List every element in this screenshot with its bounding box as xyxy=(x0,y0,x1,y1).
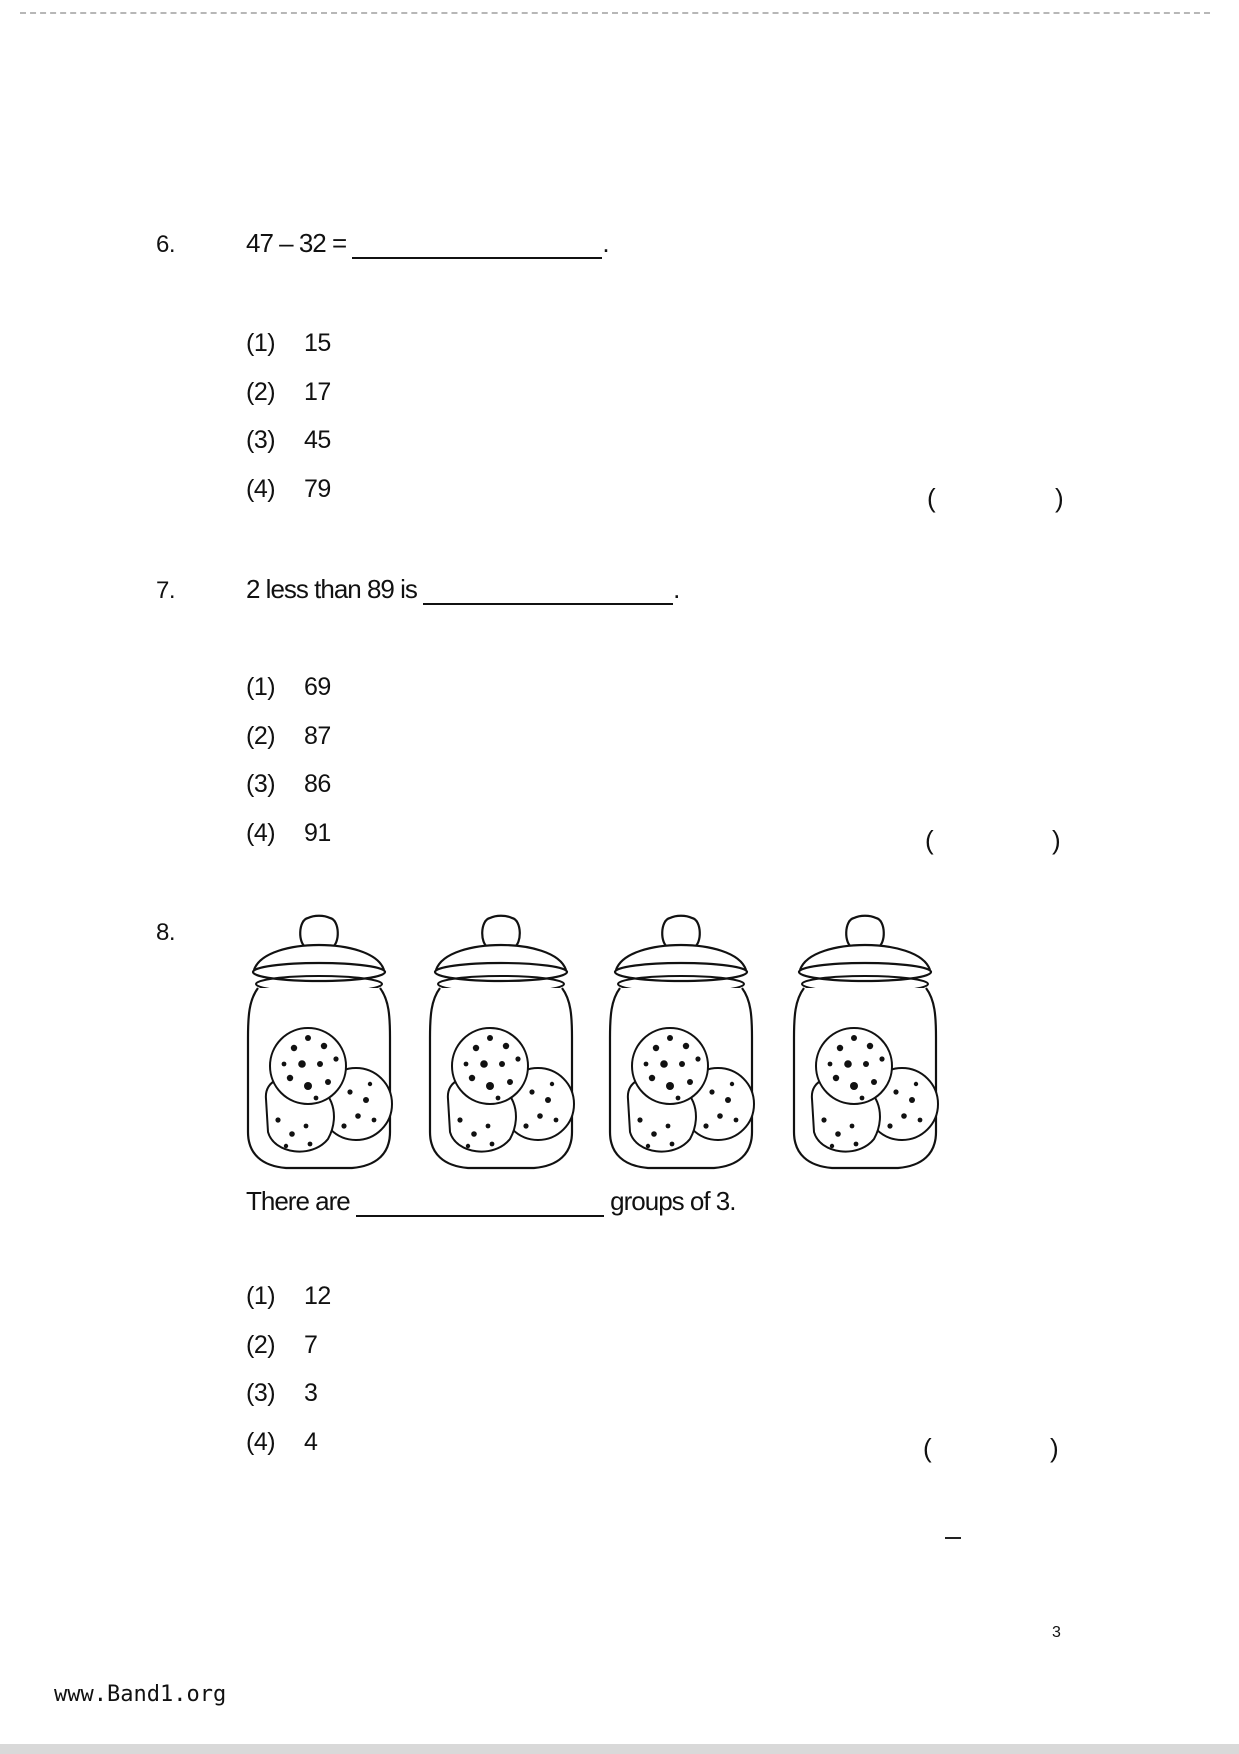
option-label: (4) xyxy=(246,1427,276,1456)
answer-bracket-close: ) xyxy=(1052,825,1061,855)
cookie-jar xyxy=(248,916,392,1168)
option-label: (4) xyxy=(246,474,276,503)
option-3[interactable] xyxy=(246,770,331,819)
answer-bracket-open: ( xyxy=(923,1433,932,1463)
option-value: 12 xyxy=(304,1282,331,1310)
answer-bracket-open: ( xyxy=(925,825,934,855)
option-value: 69 xyxy=(304,673,331,701)
option-label: (4) xyxy=(246,818,276,847)
stray-mark xyxy=(945,1537,961,1539)
stem-end: . xyxy=(673,574,680,604)
option-1[interactable] xyxy=(246,329,331,378)
option-2[interactable] xyxy=(246,1331,331,1380)
stem-text: There are xyxy=(246,1186,356,1216)
option-value: 17 xyxy=(304,377,331,406)
cookie-jar xyxy=(794,916,938,1168)
option-3[interactable] xyxy=(246,426,331,475)
cookie-jars-illustration xyxy=(246,914,966,1176)
option-3[interactable] xyxy=(246,1379,331,1428)
answer-bracket-close: ) xyxy=(1055,483,1064,513)
answer-bracket-close: ) xyxy=(1050,1433,1059,1463)
option-1[interactable] xyxy=(246,1282,331,1331)
scan-edge-shadow xyxy=(0,1744,1239,1754)
option-label: (1) xyxy=(246,329,276,357)
option-label: (3) xyxy=(246,426,276,454)
scan-edge-line xyxy=(20,12,1210,14)
answer-blank xyxy=(423,581,673,605)
options-list xyxy=(246,673,331,867)
stem-end: . xyxy=(602,228,609,258)
page-number: 3 xyxy=(1052,1624,1061,1641)
option-4[interactable] xyxy=(246,475,331,524)
option-label: (1) xyxy=(246,1282,276,1310)
option-label: (1) xyxy=(246,673,276,701)
question-number: 7. xyxy=(156,577,176,604)
answer-bracket-open: ( xyxy=(927,483,936,513)
option-label: (2) xyxy=(246,721,276,750)
answer-blank xyxy=(352,235,602,259)
answer-blank xyxy=(356,1193,604,1217)
footer-url: www.Band1.org xyxy=(54,1682,227,1707)
stem-text: 2 less than 89 is xyxy=(246,574,424,604)
cookie-jar xyxy=(610,916,754,1168)
option-4[interactable] xyxy=(246,819,331,868)
options-list xyxy=(246,329,331,523)
option-value: 91 xyxy=(304,818,331,847)
stem-text: 47 – 32 = xyxy=(246,228,353,258)
question-number: 8. xyxy=(156,919,176,946)
option-value: 87 xyxy=(304,721,331,750)
option-label: (2) xyxy=(246,377,276,406)
question-stem xyxy=(246,228,609,259)
option-value: 4 xyxy=(304,1427,318,1456)
options-list xyxy=(246,1282,331,1476)
option-value: 15 xyxy=(304,329,331,357)
option-label: (3) xyxy=(246,770,276,798)
option-value: 79 xyxy=(304,474,331,503)
option-value: 86 xyxy=(304,770,331,798)
option-value: 3 xyxy=(304,1379,318,1407)
stem-end: groups of 3. xyxy=(603,1186,736,1216)
option-value: 45 xyxy=(304,426,331,454)
option-2[interactable] xyxy=(246,378,331,427)
option-2[interactable] xyxy=(246,722,331,771)
option-1[interactable] xyxy=(246,673,331,722)
option-value: 7 xyxy=(304,1330,318,1359)
option-label: (3) xyxy=(246,1379,276,1407)
option-label: (2) xyxy=(246,1330,276,1359)
option-4[interactable] xyxy=(246,1428,331,1477)
question-stem xyxy=(246,1186,736,1217)
cookie-jar xyxy=(430,916,574,1168)
question-number: 6. xyxy=(156,231,176,258)
question-stem xyxy=(246,574,679,605)
